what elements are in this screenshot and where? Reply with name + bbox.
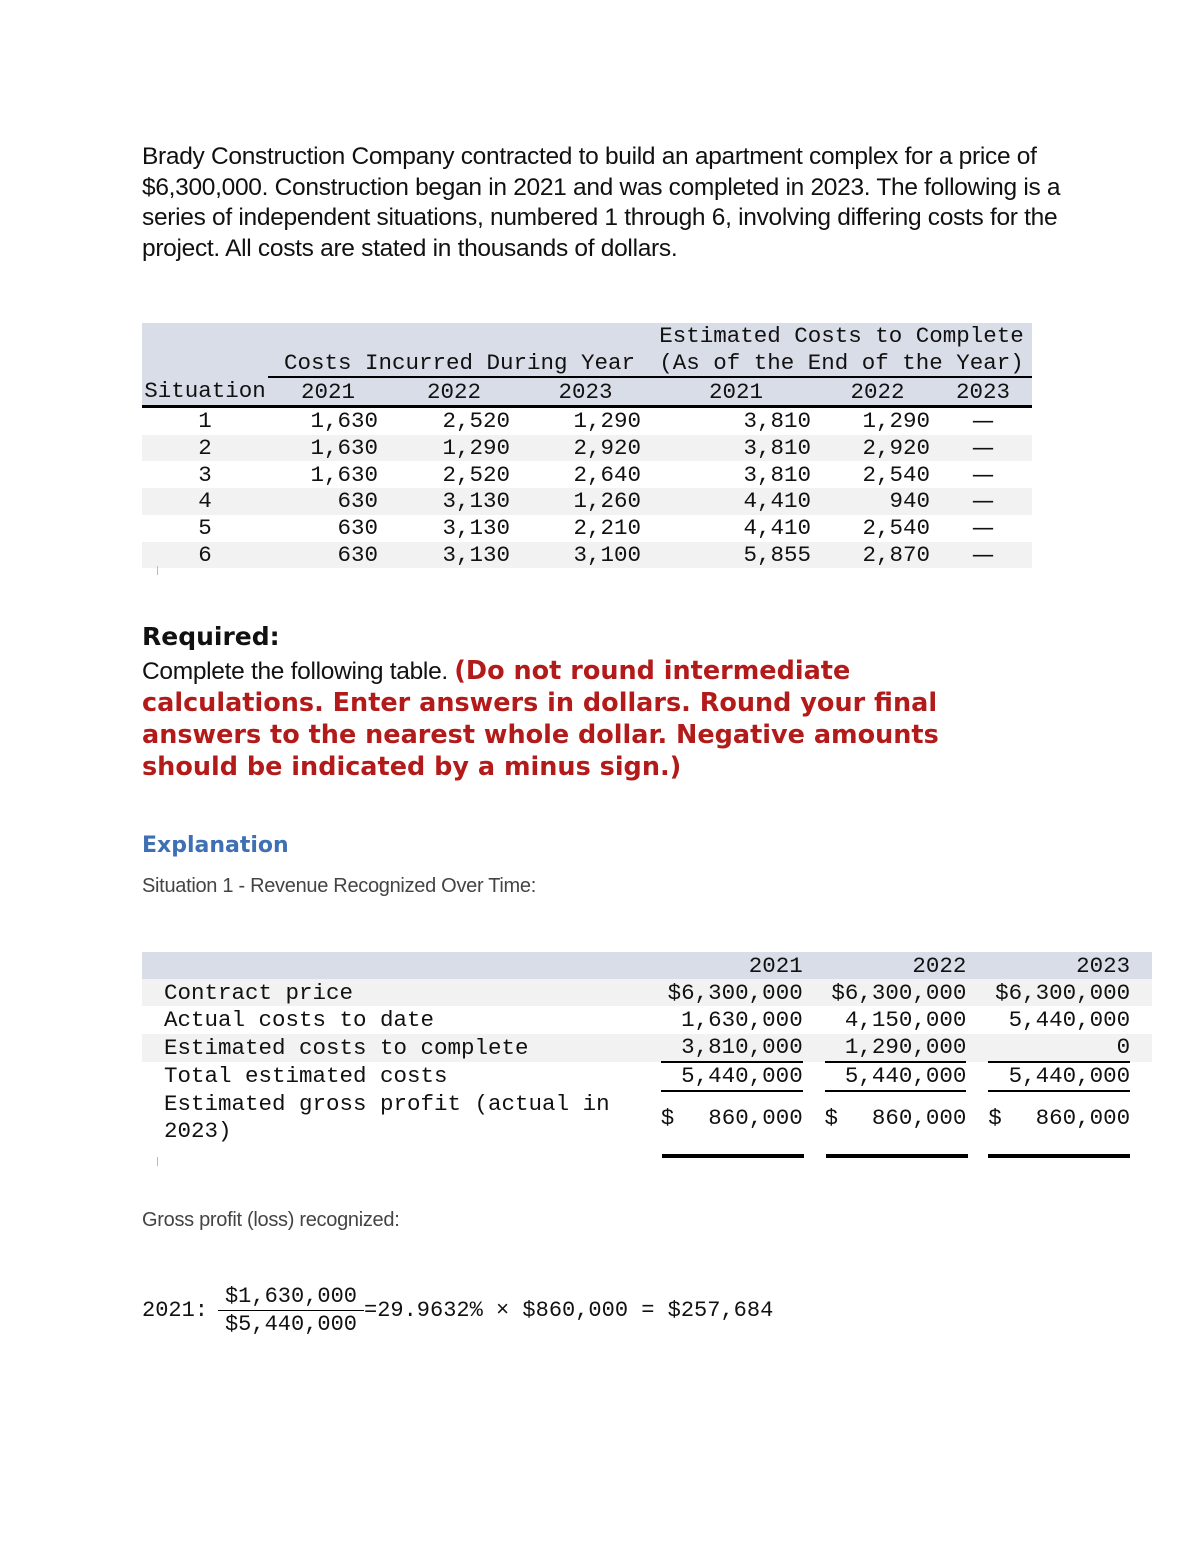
amount-cell: 3,810,000 (661, 1034, 803, 1062)
cost-2021-cell: 1,630 (268, 435, 388, 462)
table-tick-mark (157, 566, 158, 575)
amount-cell: 1,630,000 (681, 1006, 803, 1033)
table-row (142, 1034, 1152, 1062)
table-row (142, 407, 1032, 435)
cost-2021-cell: 1,630 (310, 408, 378, 435)
situation-number: 1 (198, 408, 212, 435)
est-group-header-line2: (As of the End of the Year) (651, 350, 1032, 378)
gross-profit-label: Gross profit (loss) recognized: (142, 1209, 400, 1231)
year-header: 2022 (388, 377, 520, 406)
cost-2022-cell: 2,520 (442, 461, 510, 488)
table-row (142, 1006, 1152, 1033)
year-header: 2023 (934, 377, 1032, 406)
est-2023-cell: — (971, 408, 995, 435)
est-2022-cell: 2,920 (821, 435, 934, 462)
row-label: Total estimated costs (164, 1063, 448, 1090)
table-header-row (142, 952, 1152, 979)
amount-cell: 5,440,000 (661, 1062, 803, 1091)
amount-cell: 4,150,000 (844, 1006, 967, 1033)
required-heading: Required: (142, 622, 280, 651)
table-header-row (142, 323, 1032, 350)
calc-result: =29.9632% × $860,000 = $257,684 (364, 1298, 774, 1323)
fraction-numerator: $1,630,000 (218, 1283, 364, 1311)
est-2023-cell: — (934, 488, 1032, 515)
situation-label: Situation 1 - Revenue Recognized Over Time: (142, 875, 536, 897)
table-row (142, 435, 1032, 462)
calc-year: 2021: (142, 1298, 209, 1323)
est-2023-cell: — (971, 515, 995, 542)
est-2023-cell: — (971, 461, 995, 488)
est-2022-cell: 2,540 (862, 515, 930, 542)
year-header: 2023 (1076, 952, 1131, 979)
est-2021-cell: 3,810 (743, 408, 811, 435)
costs-group-header: Costs Incurred During Year (268, 350, 651, 378)
table-row (142, 542, 1032, 569)
est-2021-cell: 4,410 (743, 515, 811, 542)
table-row (142, 1062, 1152, 1091)
gross-profit-cell (988, 1091, 1130, 1146)
row-label: Actual costs to date (164, 1006, 435, 1033)
est-2022-cell: 940 (821, 488, 934, 515)
double-underline (662, 1154, 804, 1158)
cost-2021-cell: 630 (337, 515, 378, 542)
table-header-row (142, 377, 1032, 406)
row-label: Estimated gross profit (actual in 2023) (164, 1091, 610, 1145)
amount-cell: 5,440,000 (988, 1062, 1130, 1091)
row-label: Estimated costs to complete (142, 1034, 661, 1062)
gross-profit-row (142, 1091, 1152, 1146)
fraction (218, 1283, 364, 1338)
instruction-lead: Complete the following table. (142, 658, 448, 685)
table-row (142, 515, 1032, 542)
solution-table (142, 952, 1152, 1146)
table-row (142, 461, 1032, 488)
instruction-text (142, 655, 1022, 783)
gross-profit-cell (825, 1091, 967, 1146)
est-2021-cell: 4,410 (651, 488, 821, 515)
currency-symbol: $ (988, 1105, 1002, 1132)
year-header: 2023 (520, 377, 651, 406)
currency-symbol: $ (824, 1105, 839, 1132)
situation-number: 5 (198, 515, 212, 542)
year-header: 2022 (821, 377, 934, 406)
amount-cell: 0 (988, 1034, 1130, 1062)
est-2023-cell: — (934, 542, 1032, 569)
est-2021-cell: 3,810 (743, 461, 811, 488)
table-row (142, 979, 1152, 1006)
cost-2023-cell: 2,210 (573, 515, 641, 542)
cost-2021-cell: 630 (268, 542, 388, 569)
cost-2022-cell: 2,520 (442, 408, 510, 435)
situation-number: 2 (142, 435, 268, 462)
est-group-header-line1: Estimated Costs to Complete (659, 323, 1024, 350)
currency-symbol: $ (660, 1105, 675, 1132)
cost-2022-cell: 1,290 (388, 435, 520, 462)
cost-2023-cell: 1,290 (573, 408, 641, 435)
instruction-note: (Do not round intermediate calculations. Enter answers in dollars. Round your final answers to the nearest whole dollar. Negative amounts should be indicated by a minus sign.) (142, 656, 939, 782)
double-underline (826, 1154, 968, 1158)
situation-number: 4 (142, 488, 268, 515)
est-2023-cell: — (934, 435, 1032, 462)
double-underline (988, 1154, 1130, 1158)
amount-cell: 5,440,000 (1008, 1006, 1131, 1033)
amount-cell: $6,300,000 (661, 979, 803, 1006)
explanation-heading: Explanation (142, 833, 289, 858)
est-2021-cell: 5,855 (651, 542, 821, 569)
row-label: Contract price (142, 979, 661, 1006)
cost-2022-cell: 3,130 (388, 488, 520, 515)
situation-column-header: Situation (142, 377, 268, 406)
amount-cell: $6,300,000 (988, 979, 1130, 1006)
gross-profit-value: 860,000 (871, 1105, 967, 1132)
table-header-row (142, 350, 1032, 378)
year-header: 2021 (748, 952, 803, 979)
gross-profit-value: 860,000 (1035, 1105, 1131, 1132)
cost-2023-cell: 2,640 (573, 461, 641, 488)
year-header: 2021 (268, 377, 388, 406)
cost-2023-cell: 2,920 (520, 435, 651, 462)
amount-cell: 5,440,000 (825, 1062, 967, 1091)
cost-2021-cell: 1,630 (310, 461, 378, 488)
year-header: 2022 (912, 952, 967, 979)
table-tick-mark (157, 1157, 158, 1166)
gross-profit-value: 860,000 (708, 1105, 803, 1132)
cost-2021-cell: 630 (268, 488, 388, 515)
problem-statement: Brady Construction Company contracted to build an apartment complex for a price of $6,300,000. Construction began in 2021 and was completed in 2023. The following is a series of independent situations, numbered 1 through 6, involving differing costs for the project. All costs are stated in thousands of dollars. (142, 143, 1061, 262)
est-2022-cell: 2,870 (821, 542, 934, 569)
gross-profit-cell (661, 1091, 803, 1146)
est-2022-cell: 2,540 (862, 461, 930, 488)
cost-2023-cell: 1,260 (520, 488, 651, 515)
amount-cell: 1,290,000 (825, 1034, 967, 1062)
situations-table (142, 323, 1032, 568)
year-header: 2021 (651, 377, 821, 406)
situation-number: 3 (198, 461, 212, 488)
cost-2023-cell: 3,100 (520, 542, 651, 569)
situation-number: 6 (142, 542, 268, 569)
est-2021-cell: 3,810 (651, 435, 821, 462)
table-row (142, 488, 1032, 515)
fraction-denominator: $5,440,000 (224, 1312, 358, 1337)
cost-2022-cell: 3,130 (388, 542, 520, 569)
est-2022-cell: 1,290 (862, 408, 930, 435)
amount-cell: $6,300,000 (825, 979, 967, 1006)
cost-2022-cell: 3,130 (442, 515, 510, 542)
